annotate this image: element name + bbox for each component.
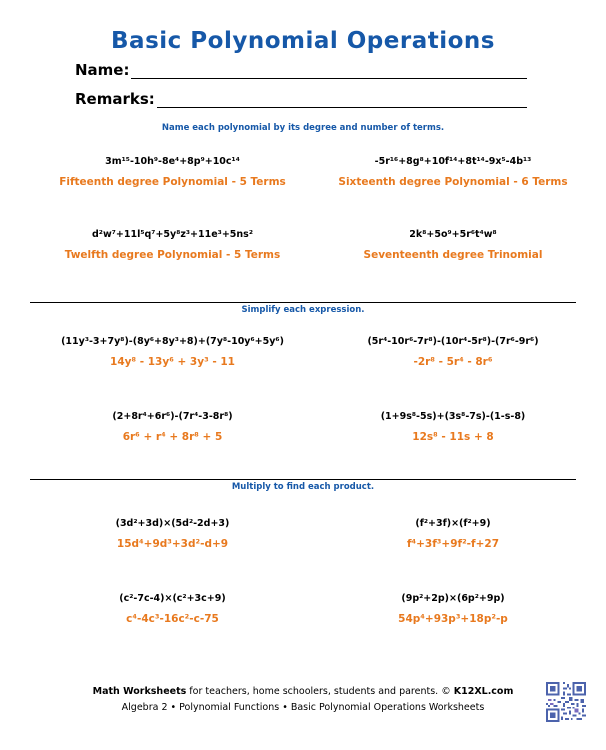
remarks-field-row xyxy=(75,90,527,108)
problem-expression: (f²+3f)×(f²+9) xyxy=(415,518,491,529)
problem xyxy=(302,156,604,188)
name-label: Name: xyxy=(75,61,130,79)
problem-expression: (9p²+2p)×(6p²+9p) xyxy=(401,593,505,604)
problem xyxy=(302,593,604,625)
problem xyxy=(0,229,345,261)
problem-expression: (2+8r⁴+6r⁶)-(7r⁴-3-8r⁸) xyxy=(112,411,233,422)
problem-answer: 54p⁴+93p³+18p²-p xyxy=(398,613,508,625)
problem xyxy=(302,336,604,368)
problem-expression: 2k⁸+5o⁹+5r⁶t⁴w⁸ xyxy=(409,229,497,240)
footer-brand: K12XL.com xyxy=(453,686,514,697)
name-blank-line xyxy=(131,61,527,79)
section-divider xyxy=(30,479,576,480)
problem-expression: 3m¹⁵-10h⁹-8e⁴+8p⁹+10c¹⁴ xyxy=(105,156,240,167)
problem-answer: 14y⁸ - 13y⁶ + 3y³ - 11 xyxy=(110,356,235,368)
problem xyxy=(0,411,345,443)
problem xyxy=(0,156,345,188)
section-3-heading: Multiply to find each product. xyxy=(231,482,375,492)
problem-answer: -2r⁸ - 5r⁴ - 8r⁶ xyxy=(413,356,493,368)
problem xyxy=(302,518,604,550)
problem-answer: 15d⁴+9d³+3d²-d+9 xyxy=(116,538,229,550)
name-field-row xyxy=(75,61,527,79)
problem-expression: (1+9s⁸-5s)+(3s⁸-7s)-(1-s-8) xyxy=(380,411,526,422)
remarks-blank-line xyxy=(157,90,527,108)
remarks-label: Remarks: xyxy=(75,90,155,108)
problem-expression: (11y³-3+7y⁸)-(8y⁶+8y³+8)+(7y⁸-10y⁶+5y⁶) xyxy=(61,336,284,347)
page-title: Basic Polynomial Operations xyxy=(111,28,495,54)
problem-expression: (5r⁴-10r⁶-7r⁸)-(10r⁴-5r⁸)-(7r⁶-9r⁶) xyxy=(367,336,539,347)
problem-answer: Seventeenth degree Trinomial xyxy=(363,249,543,261)
footer-text: for teachers, home schoolers, students and parents. © xyxy=(186,686,454,697)
footer-brand-lead: Math Worksheets xyxy=(92,686,187,697)
problem xyxy=(302,411,604,443)
footer-line-1 xyxy=(0,686,606,697)
footer-line-2: Algebra 2 • Polynomial Functions • Basic Polynomial Operations Worksheets xyxy=(121,702,485,713)
problem-answer: Fifteenth degree Polynomial - 5 Terms xyxy=(59,176,286,188)
problem-answer: 6r⁶ + r⁴ + 8r⁸ + 5 xyxy=(122,431,223,443)
problem-answer: c⁴-4c³-16c²-c-75 xyxy=(126,613,219,625)
problem-answer: Twelfth degree Polynomial - 5 Terms xyxy=(64,249,281,261)
problem xyxy=(0,518,345,550)
problem xyxy=(0,336,345,368)
problem-expression: d²w⁷+11l⁵q⁷+5y⁸z³+11e³+5ns² xyxy=(91,229,253,240)
problem-answer: f⁴+3f³+9f²-f+27 xyxy=(406,538,500,550)
qr-code-icon xyxy=(546,682,586,722)
problem-expression: (3d²+3d)×(5d²-2d+3) xyxy=(115,518,230,529)
problem-answer: Sixteenth degree Polynomial - 6 Terms xyxy=(338,176,568,188)
section-1-heading: Name each polynomial by its degree and number of terms. xyxy=(161,123,445,133)
problem xyxy=(0,593,345,625)
section-2-heading: Simplify each expression. xyxy=(241,305,365,315)
problem-answer: 12s⁸ - 11s + 8 xyxy=(412,431,494,443)
problem-expression: -5r¹⁶+8g⁸+10f¹⁴+8t¹⁴-9x⁵-4b¹³ xyxy=(374,156,532,167)
section-divider xyxy=(30,302,576,303)
problem-expression: (c²-7c-4)×(c²+3c+9) xyxy=(119,593,226,604)
problem xyxy=(302,229,604,261)
